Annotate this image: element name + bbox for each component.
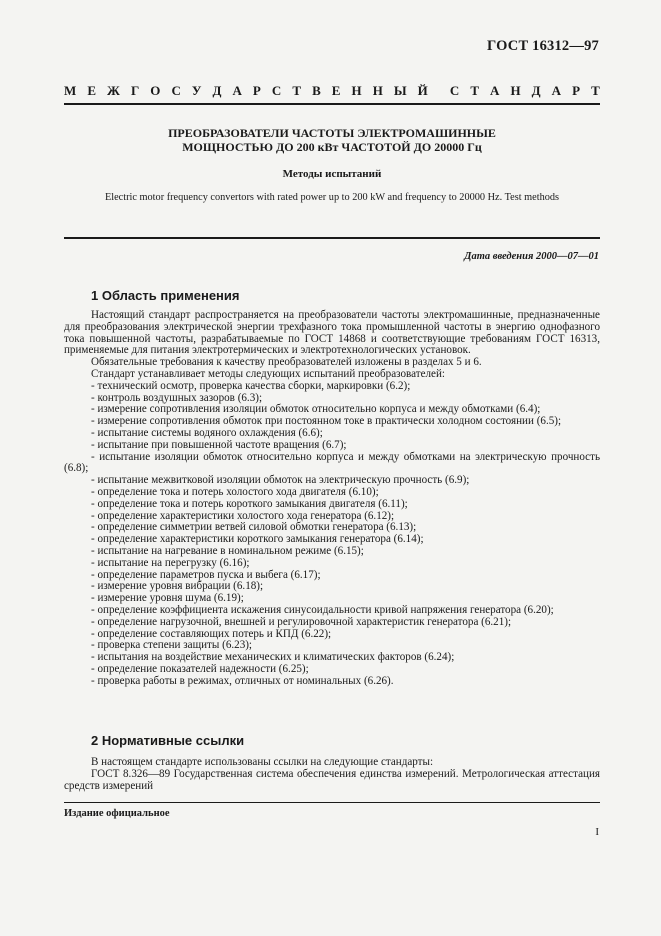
banner-letter: Н <box>351 83 362 98</box>
list-item: - определение показателей надежности (6.25); <box>91 662 309 675</box>
banner-letter: Т <box>591 83 600 98</box>
list-item: - испытание при повышенной частоте вращения (6.7); <box>91 438 347 451</box>
gost-number: ГОСТ 16312—97 <box>487 38 599 54</box>
banner-letter: А <box>490 83 500 98</box>
list-item: - определение симметрии ветвей силовой обмотки генератора (6.13); <box>91 521 417 534</box>
list-item: - испытание на перегрузку (6.16); <box>91 556 250 569</box>
document-title <box>64 126 600 154</box>
section-1-paragraph-2: Обязательные требования к качеству преобразователей изложены в разделах 5 и 6. <box>91 356 482 369</box>
list-item: - измерение уровня вибрации (6.18); <box>91 580 264 593</box>
list-item: - определение тока и потерь холостого хода двигателя (6.10); <box>91 485 379 498</box>
footer-rule <box>64 802 600 803</box>
banner-letter: Ж <box>107 83 120 98</box>
section-1-heading: 1 Область применения <box>91 288 240 303</box>
title-line-2: МОЩНОСТЬЮ ДО 200 кВт ЧАСТОТОЙ ДО 20000 Гц <box>182 140 482 154</box>
section-1-paragraph-3: Стандарт устанавливает методы следующих испытаний преобразователей: <box>91 367 445 380</box>
list-item: - определение параметров пуска и выбега (6.17); <box>91 568 321 581</box>
interstate-standard-banner <box>64 83 600 99</box>
section-2-paragraph-1: В настоящем стандарте использованы ссылки на следующие стандарты: <box>91 756 434 768</box>
banner-letter: С <box>271 83 282 98</box>
banner-letter: Р <box>252 83 261 98</box>
list-item: - определение коэффициента искажения синусоидальности кривой напряжения генератора (6.20); <box>91 603 554 616</box>
english-title: Electric motor frequency convertors with rated power up to 200 kW and frequency to 20000 Hz. Test methods <box>104 192 560 203</box>
list-item: - контроль воздушных зазоров (6.3); <box>91 391 263 404</box>
banner-letter: Ы <box>393 83 407 98</box>
banner-letter: А <box>232 83 242 98</box>
banner-letter: В <box>312 83 321 98</box>
banner-letter: С <box>449 83 460 98</box>
official-edition-note: Издание официальное <box>64 808 170 819</box>
section-1-paragraph-1: Настоящий стандарт распространяется на преобразователи частоты электромашинные, предназначенные для преобразования электрической энергии трехфазного тока промышленной частоты в энергию однофазного тока повышенной частоты, разрабатываемые по ГОСТ 14868 и соответствующие требованиям ГОСТ 16313, применяемые для питания электротермических и электротехнологических установок. <box>64 309 600 357</box>
list-item: - испытание системы водяного охлаждения (6.6); <box>91 426 323 439</box>
section-1-body <box>64 310 600 688</box>
list-item: - измерение уровня шума (6.19); <box>91 592 244 605</box>
banner-letter: Н <box>372 83 383 98</box>
list-item: - испытание на нагревание в номинальном режиме (6.15); <box>91 544 364 557</box>
banner-letter: У <box>191 83 202 98</box>
list-item: - испытания на воздействие механических и климатических факторов (6.24); <box>91 651 455 664</box>
title-rule <box>64 237 600 239</box>
banner-letter: Д <box>212 83 222 98</box>
banner-letter: О <box>150 83 161 98</box>
document-subtitle: Методы испытаний <box>282 168 382 180</box>
banner-letter: С <box>171 83 181 98</box>
banner-letter: Р <box>572 83 581 98</box>
section-2-heading: 2 Нормативные ссылки <box>91 733 245 748</box>
list-item: - определение тока и потерь короткого замыкания двигателя (6.11); <box>91 497 408 510</box>
banner-letter: Г <box>130 83 140 98</box>
list-item: - испытание межвитковой изоляции обмоток на электрическую прочность (6.9); <box>91 474 470 487</box>
page-number: I <box>595 826 599 838</box>
section-2-reference: ГОСТ 8.326—89 Государственная система обеспечения единства измерений. Метрологическая аттестация средств измерений <box>64 767 600 792</box>
list-item: - проверка степени защиты (6.23); <box>91 639 253 652</box>
list-item: - проверка работы в режимах, отличных от номинальных (6.26). <box>91 674 394 687</box>
test-methods-list <box>64 381 600 688</box>
introduction-date: Дата введения 2000—07—01 <box>464 251 599 262</box>
banner-letter: Й <box>417 83 428 98</box>
banner-letter: Н <box>510 83 521 98</box>
list-item: - определение нагрузочной, внешней и регулировочной характеристик генератора (6.21); <box>91 615 512 628</box>
list-item: - технический осмотр, проверка качества сборки, маркировки (6.2); <box>91 379 411 392</box>
list-item: - испытание изоляции обмоток относительно корпуса и между обмотками на электрическую прочность (6.8); <box>64 450 600 475</box>
list-item: - измерение сопротивления изоляции обмоток относительно корпуса и между обмотками (6.4); <box>91 403 541 416</box>
list-item: - определение характеристики холостого хода генератора (6.12); <box>91 509 395 522</box>
banner-letter: Д <box>531 83 541 98</box>
header-rule <box>64 103 600 105</box>
banner-letter: А <box>551 83 562 98</box>
list-item: - измерение сопротивления обмоток при постоянном токе в практически холодном состоянии (6.5); <box>91 415 562 428</box>
list-item: - определение составляющих потерь и КПД (6.22); <box>91 627 332 640</box>
banner-letter: М <box>64 83 77 98</box>
banner-letter: Е <box>87 83 96 98</box>
banner-letter: Т <box>292 83 302 98</box>
list-item: - определение характеристики короткого замыкания генератора (6.14); <box>91 533 424 546</box>
banner-letter: Т <box>470 83 479 98</box>
banner-letter: Е <box>331 83 341 98</box>
title-line-1: ПРЕОБРАЗОВАТЕЛИ ЧАСТОТЫ ЭЛЕКТРОМАШИННЫЕ <box>168 126 496 140</box>
section-2-body <box>64 757 600 792</box>
